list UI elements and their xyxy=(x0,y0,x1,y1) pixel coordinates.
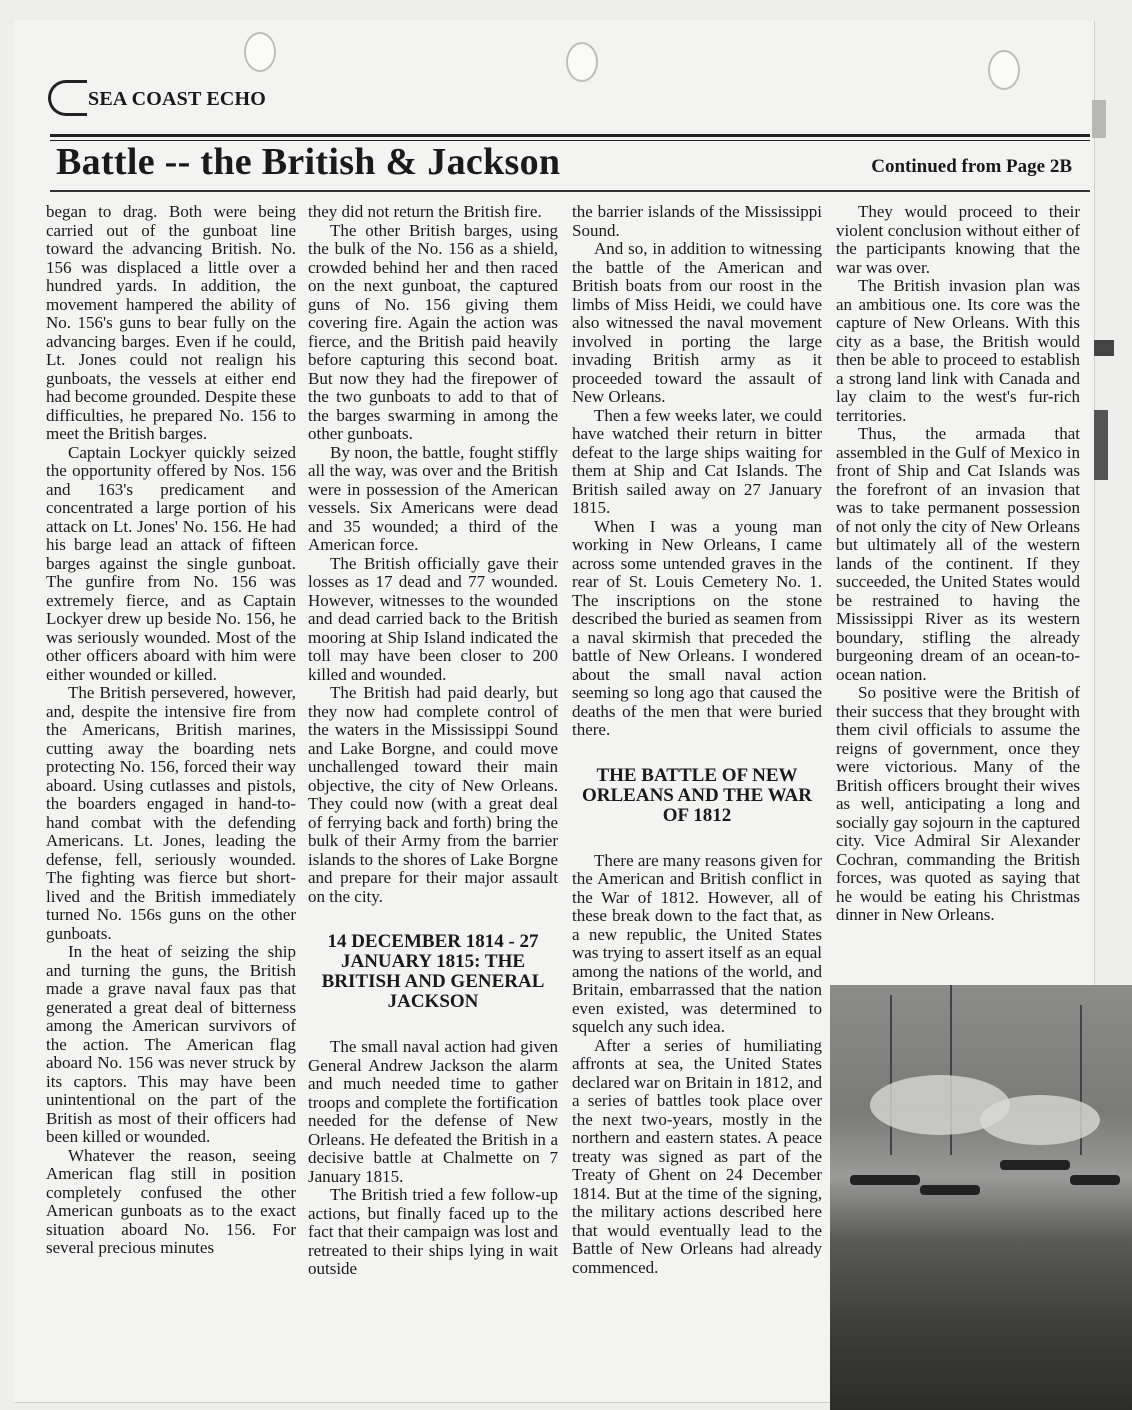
barge xyxy=(850,1175,920,1185)
paragraph: Whatever the reason, seeing American flag still in position completely confused the other American gunboats as to the exact situation aboard No. 156. For several precious minutes xyxy=(46,1145,296,1257)
cannon-smoke xyxy=(980,1095,1100,1145)
paragraph: So positive were the British of their success that they brought with them civil officials to assume the reigns of government, once they were victorious. Many of the British officers brought their wives as well, anticipating a long and socially gay sojourn in the captured city. Vice Admiral Sir Alexander Cochran, commanding the British forces, was quoted as saying that he would be eating his Christmas dinner in New Orleans. xyxy=(836,683,1080,924)
article-column-3 xyxy=(572,203,822,1277)
paragraph: The small naval action had given General Andrew Jackson the alarm and much needed time to gather troops and complete the fortification needed for the defense of New Orleans. He defeated the British in a decisive battle at Chalmette on 7 January 1815. xyxy=(308,1037,558,1186)
continued-note: Continued from Page 2B xyxy=(871,156,1072,177)
paragraph: The British officially gave their losses as 17 dead and 77 wounded. However, witnesses to the wounded and dead carried back to the British mooring at Ship Island indicated the toll may have been closer to 200 killed and wounded. xyxy=(308,553,558,684)
section-heading: 14 DECEMBER 1814 - 27 JANUARY 1815: THE BRITISH AND GENERAL JACKSON xyxy=(321,931,545,1012)
paragraph: They would proceed to their violent conclusion without either of the participants knowing that the war was over. xyxy=(836,202,1080,277)
barge xyxy=(1070,1175,1120,1185)
page-title: Battle -- the British & Jackson xyxy=(56,141,561,183)
ship-mast xyxy=(890,995,892,1155)
article-column-4 xyxy=(836,203,1080,925)
paragraph: When I was a young man working in New Orleans, I came across some untended graves in the rear of St. Louis Cemetery No. 1. The inscriptions on the stone described the buried as seamen from a naval skirmish that preceded the battle of New Orleans. I wondered about the small naval action seeming so long ago that caused the deaths of the men that were buried there. xyxy=(572,516,822,739)
paragraph: began to drag. Both were being carried out of the gunboat line toward the advancing British. No. 156 was displaced a little over a hundred yards. In addition, the movement hampered the ability of No. 156's guns to bear fully on the advancing barges. Even if he could, Lt. Jones could not realign his gunboats, the vessels at either end had become grounded. Despite these difficulties, he prepared No. 156 to meet the British barges. xyxy=(46,202,296,443)
naval-battle-painting xyxy=(830,985,1132,1410)
paragraph: There are many reasons given for the American and British conflict in the War of 1812. However, all of these break down to the fact that, as a new republic, the United States was trying to assert itself as an equal among the nations of the world, and Britain, embarrassed that the nation even existed, was determined to squelch any such idea. xyxy=(572,850,822,1036)
masthead-name: SEA COAST ECHO xyxy=(88,88,267,110)
paragraph: After a series of humiliating affronts at sea, the United States declared war on Britain in 1812, and a series of battles took place over the next two-years, mostly in the northern and eastern states. A peace treaty was signed as part of the Treaty of Ghent on 24 December 1814. But at the time of the signing, the military actions described here that would eventually lead to the Battle of New Orleans had already commenced. xyxy=(572,1035,822,1277)
punch-hole-middle xyxy=(566,42,598,82)
paragraph: Captain Lockyer quickly seized the opportunity offered by Nos. 156 and 163's predicament and concentrated a large portion of his attack on Lt. Jones' No. 156. He had his barge lead an attack of fifteen barges against the single gunboat. The gunfire from No. 156 was extremely fierce, and as Captain Lockyer drew up beside No. 156, he was seriously wounded. Most of the other officers aboard with him were either wounded or killed. xyxy=(46,442,296,684)
adjacent-page-edge xyxy=(1094,340,1114,356)
punch-hole-left xyxy=(244,32,276,72)
paragraph: The other British barges, using the bulk of the No. 156 as a shield, crowded behind her and then raced on the next gunboat, the captured guns of No. 156 giving them covering fire. Again the action was fierce, and the British paid heavily before capturing this second boat. But now they had the firepower of the two gunboats to add to that of the barges swarming in among the other gunboats. xyxy=(308,220,558,443)
masthead-logo-icon xyxy=(48,80,87,116)
rule xyxy=(50,190,1090,192)
paragraph: The British had paid dearly, but they now had complete control of the waters in the Mississippi Sound and Lake Borgne, and could move unchallenged toward their main objective, the city of New Orleans. They could now (with a great deal of ferrying back and forth) bring the bulk of their Army from the barrier islands to the shores of Lake Borgne and prepare for their major assault on the city. xyxy=(308,683,558,906)
rule xyxy=(50,134,1090,137)
paragraph: And so, in addition to witnessing the battle of the American and British boats from our roost in the limbs of Miss Heidi, we could have also witnessed the naval movement involved in porting the large invading British army as it proceeded toward the assault of New Orleans. xyxy=(572,239,822,406)
paragraph: By noon, the battle, fought stiffly all the way, was over and the British were in possession of the American vessels. Six Americans were dead and 35 wounded; a third of the American force. xyxy=(308,442,558,554)
paragraph: The British persevered, however, and, despite the intensive fire from the Americans, British marines, cutting away the boarding nets protecting No. 156, forced their way aboard. Using cutlasses and pistols, the boarders engaged in hand-to-hand combat with the defending Americans. Lt. Jones, leading the defense, fell, seriously wounded. The fighting was fierce but short-lived and the British immediately turned No. 156s guns on the other gunboats. xyxy=(46,683,296,943)
paragraph: In the heat of seizing the ship and turning the guns, the British made a grave naval faux pas that generated a great deal of bitterness among the American survivors of the action. The American flag aboard No. 156 was never struck by its captors. This may have been unintentional on the part of the British as most of their officers had been killed or wounded. xyxy=(46,942,296,1146)
paragraph: Then a few weeks later, we could have watched their return in bitter defeat to the large ships waiting for them at Ship and Cat Islands. The British sailed away on 27 January 1815. xyxy=(572,405,822,517)
adjacent-page-edge xyxy=(1092,100,1106,138)
article-column-2 xyxy=(308,203,558,1279)
barge xyxy=(920,1185,980,1195)
paragraph: The British tried a few follow-up actions, but finally faced up to the fact that their campaign was lost and retreated to their ships lying in wait outside xyxy=(308,1185,558,1278)
paragraph: the barrier islands of the Mississippi Sound. xyxy=(572,202,822,240)
paragraph: The British invasion plan was an ambitious one. Its core was the capture of New Orleans. With this city as a base, the British would then be able to proceed to establish a strong land link with Canada and lay claim to the west's fur-rich territories. xyxy=(836,276,1080,425)
paragraph: they did not return the British fire. xyxy=(308,202,542,221)
masthead xyxy=(48,78,1088,114)
paragraph: Thus, the armada that assembled in the Gulf of Mexico in front of Ship and Cat Islands was the forefront of an invasion that was to take permanent possession of not only the city of New Orleans but ultimately all of the western lands of the continent. If they succeeded, the United States would be restrained to having the Mississippi River as its western boundary, stifling the already burgeoning dream of an ocean-to-ocean nation. xyxy=(836,424,1080,684)
section-heading: THE BATTLE OF NEW ORLEANS AND THE WAR OF 1812 xyxy=(582,764,812,826)
adjacent-page-edge xyxy=(1094,410,1108,480)
barge xyxy=(1000,1160,1070,1170)
article-column-1 xyxy=(46,203,296,1258)
